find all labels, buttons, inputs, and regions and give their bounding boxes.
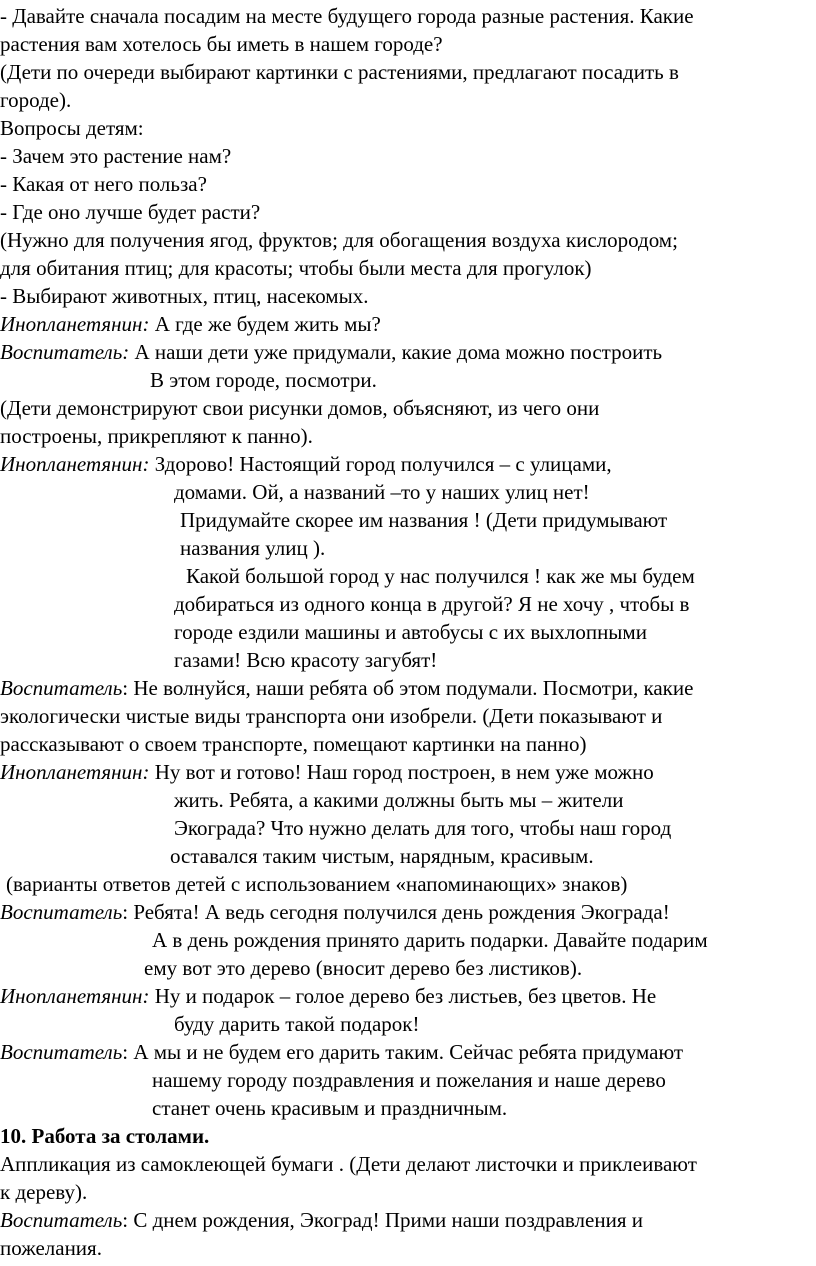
text-line: - Выбирают животных, птиц, насекомых. <box>0 284 369 308</box>
text-line: газами! Всю красоту загубят! <box>174 648 438 672</box>
text-line: - Зачем это растение нам? <box>0 144 232 168</box>
text-line: (варианты ответов детей с использованием «напоминающих» знаков) <box>6 872 628 896</box>
text-line: для обитания птиц; для красоты; чтобы были места для прогулок) <box>0 256 592 280</box>
text-line: городе ездили машины и автобусы с их выхлопными <box>174 620 647 644</box>
dialogue-line: Инопланетянин: А где же будем жить мы? <box>0 312 381 336</box>
text-line: жить. Ребята, а какими должны быть мы – жители <box>174 788 624 812</box>
text-line: построены, прикрепляют к панно). <box>0 424 313 448</box>
speaker-label: Воспитатель <box>0 1040 123 1064</box>
text-line: растения вам хотелось бы иметь в нашем городе? <box>0 32 443 56</box>
text-line: добираться из одного конца в другой? Я не хочу , чтобы в <box>174 592 690 616</box>
text-line: Аппликация из самоклеющей бумаги . (Дети делают листочки и приклеивают <box>0 1152 697 1176</box>
text-line: домами. Ой, а названий –то у наших улиц нет! <box>174 480 590 504</box>
dialogue-line: Воспитатель: С днем рождения, Экоград! Прими наши поздравления и <box>0 1208 643 1232</box>
text-line: А в день рождения принято дарить подарки. Давайте подарим <box>152 928 708 952</box>
speaker-label: Воспитатель <box>0 1208 123 1232</box>
dialogue-line: Инопланетянин: Ну вот и готово! Наш город построен, в нем уже можно <box>0 760 654 784</box>
dialogue-line: Воспитатель: А наши дети уже придумали, какие дома можно построить <box>0 340 663 364</box>
text-line: названия улиц ). <box>180 536 326 560</box>
speaker-label: Инопланетянин: <box>0 312 150 336</box>
text-line: к дереву). <box>0 1180 88 1204</box>
text-line: рассказывают о своем транспорте, помещают картинки на панно) <box>0 732 587 756</box>
text-line: - Какая от него польза? <box>0 172 207 196</box>
section-heading: 10. Работа за столами. <box>0 1124 210 1148</box>
text-line: буду дарить такой подарок! <box>174 1012 420 1036</box>
dialogue-line: Воспитатель: Не волнуйся, наши ребята об этом подумали. Посмотри, какие <box>0 676 694 700</box>
dialogue-line: Воспитатель: Ребята! А ведь сегодня получился день рождения Экограда! <box>0 900 670 924</box>
text-line: Придумайте скорее им названия ! (Дети придумывают <box>180 508 668 532</box>
speaker-label: Инопланетянин: <box>0 452 150 476</box>
text-line: пожелания. <box>0 1236 102 1260</box>
dialogue-line: Инопланетянин: Ну и подарок – голое дерево без листьев, без цветов. Не <box>0 984 657 1008</box>
text-line: ему вот это дерево (вносит дерево без листиков). <box>144 956 583 980</box>
speaker-label: Воспитатель <box>0 900 123 924</box>
text-line: Вопросы детям: <box>0 116 144 140</box>
text-line: нашему городу поздравления и пожелания и наше дерево <box>152 1068 666 1092</box>
text-line: - Давайте сначала посадим на месте будущего города разные растения. Какие <box>0 4 694 28</box>
speaker-label: Инопланетянин: <box>0 760 150 784</box>
text-line: Экограда? Что нужно делать для того, чтобы наш город <box>174 816 672 840</box>
dialogue-line: Воспитатель: А мы и не будем его дарить таким. Сейчас ребята придумают <box>0 1040 684 1064</box>
speaker-label: Инопланетянин: <box>0 984 150 1008</box>
dialogue-line: Инопланетянин: Здорово! Настоящий город получился – с улицами, <box>0 452 612 476</box>
text-line: оставался таким чистым, нарядным, красивым. <box>170 844 594 868</box>
text-line: (Нужно для получения ягод, фруктов; для обогащения воздуха кислородом; <box>0 228 678 252</box>
text-line: (Дети демонстрируют свои рисунки домов, объясняют, из чего они <box>0 396 600 420</box>
text-line: экологически чистые виды транспорта они изобрели. (Дети показывают и <box>0 704 663 728</box>
speaker-label: Воспитатель: <box>0 340 130 364</box>
text-line: станет очень красивым и праздничным. <box>152 1096 508 1120</box>
text-line: - Где оно лучше будет расти? <box>0 200 261 224</box>
text-line: В этом городе, посмотри. <box>150 368 377 392</box>
text-line: Какой большой город у нас получился ! как же мы будем <box>186 564 695 588</box>
text-line: городе). <box>0 88 72 112</box>
text-line: (Дети по очереди выбирают картинки с растениями, предлагают посадить в <box>0 60 679 84</box>
speaker-label: Воспитатель <box>0 676 123 700</box>
